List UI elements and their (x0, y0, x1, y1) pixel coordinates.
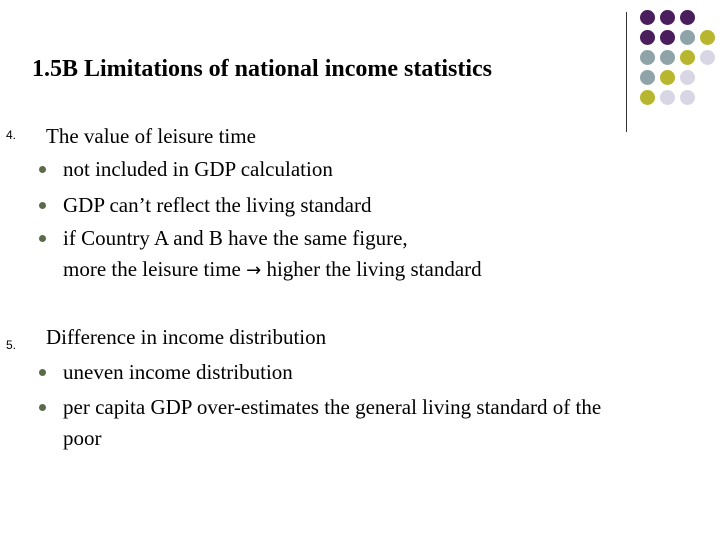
dot-purple (640, 30, 655, 45)
continuation-prefix: more the leisure time (63, 257, 241, 281)
dot-olive (680, 50, 695, 65)
bullet-dot (39, 202, 46, 209)
slide-title: 1.5B Limitations of national income statistics (32, 56, 492, 82)
dot-lavender (680, 90, 695, 105)
bullet-dot (39, 166, 46, 173)
dot-purple (680, 10, 695, 25)
dot-olive (700, 30, 715, 45)
bullet-text: uneven income distribution (63, 360, 293, 384)
section-heading: Difference in income distribution (46, 325, 327, 349)
dot-purple (660, 30, 675, 45)
continuation-suffix: higher the living standard (266, 257, 482, 281)
dot-slate (680, 30, 695, 45)
dot-slate (640, 50, 655, 65)
dot-olive (640, 90, 655, 105)
bullet-text: not included in GDP calculation (63, 157, 333, 181)
bullet-dot (39, 404, 46, 411)
bullet-text: if Country A and B have the same figure, (63, 226, 408, 250)
bullet-text: GDP can’t reflect the living standard (63, 193, 372, 217)
bullet-continuation (63, 257, 482, 283)
dot-slate (660, 50, 675, 65)
bullet-dot (39, 235, 46, 242)
arrow-icon: → (246, 260, 262, 281)
section-number: 4. (6, 128, 17, 142)
bullet-dot (39, 369, 46, 376)
dot-slate (640, 70, 655, 85)
section-number: 5. (6, 338, 17, 352)
dot-olive (660, 70, 675, 85)
bullet-continuation: poor (63, 426, 102, 450)
vertical-divider-line (626, 12, 627, 132)
bullet-text: per capita GDP over-estimates the general living standard of the (63, 395, 602, 419)
dot-lavender (680, 70, 695, 85)
dot-lavender (700, 50, 715, 65)
dot-purple (660, 10, 675, 25)
dot-purple (640, 10, 655, 25)
dot-lavender (660, 90, 675, 105)
section-heading: The value of leisure time (46, 124, 256, 148)
